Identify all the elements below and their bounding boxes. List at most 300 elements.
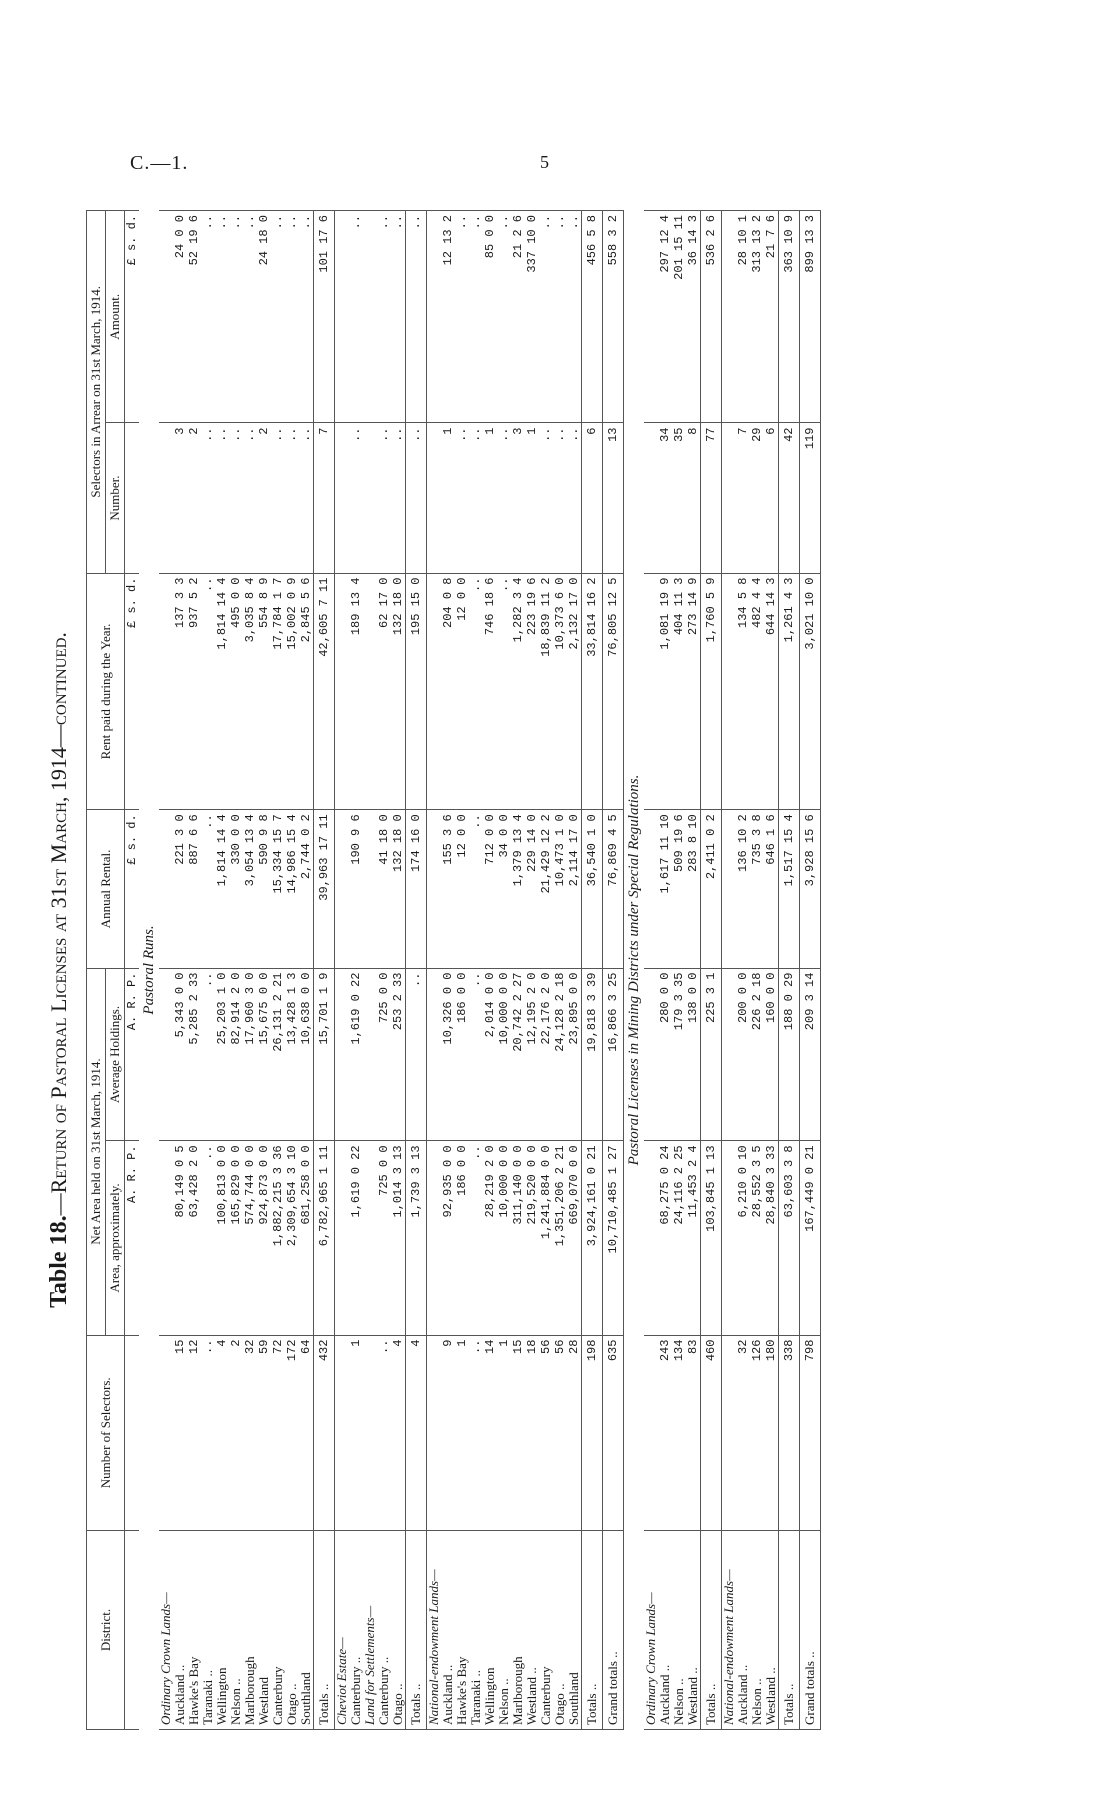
value-cell-n: 432 [314, 1335, 335, 1530]
empty-cell [363, 573, 377, 810]
value-cell-p: 273 14 9 [686, 573, 701, 810]
value-cell-a: 63,603 3 8 [779, 1141, 800, 1335]
value-cell-a: 924,873 0 0 [257, 1141, 271, 1335]
value-cell-am: 21 2 6 [511, 211, 525, 424]
district-cell: Grand totals .. [603, 1531, 624, 1730]
value-cell-a: 574,744 0 0 [243, 1141, 257, 1335]
value-cell-r: 2,114 17 0 [567, 810, 582, 968]
value-cell-an: 3 [173, 423, 187, 573]
value-cell-p: 1,261 4 3 [779, 573, 800, 810]
value-cell-an: .. [567, 423, 582, 573]
value-cell-a: 6,782,965 1 11 [314, 1141, 335, 1335]
district-cell: Marlborough [511, 1531, 525, 1730]
value-cell-am: 36 14 3 [686, 211, 701, 424]
value-cell-r: 330 0 0 [229, 810, 243, 968]
value-cell-h: 188 0 29 [779, 968, 800, 1141]
value-cell-p: 3,035 8 4 [243, 573, 257, 810]
value-cell-a: 3,924,161 0 21 [582, 1141, 603, 1335]
value-cell-r: 10,473 1 0 [553, 810, 567, 968]
value-cell-r: 509 19 6 [672, 810, 686, 968]
value-cell-p: 10,373 6 0 [553, 573, 567, 810]
totals-row [582, 211, 603, 1730]
table-row [553, 211, 567, 1730]
district-cell: Taranaki .. [201, 1531, 215, 1730]
value-cell-p: 1,814 14 4 [215, 573, 229, 810]
value-cell-an: .. [201, 423, 215, 573]
value-cell-n: 1 [455, 1335, 469, 1530]
table-row [567, 211, 582, 1730]
table-row [658, 211, 672, 1730]
value-cell-h: 1,619 0 22 [349, 968, 363, 1141]
totals-row [314, 211, 335, 1730]
value-cell-am: .. [539, 211, 553, 424]
value-cell-r: 34 0 0 [497, 810, 511, 968]
col-avg: Average Holdings. [106, 968, 125, 1141]
value-cell-an: 8 [686, 423, 701, 573]
empty-cell [159, 423, 173, 573]
empty-cell [335, 211, 350, 424]
empty-cell [644, 211, 658, 424]
value-cell-p: 62 17 0 [377, 573, 391, 810]
value-cell-a: 80,149 0 5 [173, 1141, 187, 1335]
value-cell-h: 138 0 0 [686, 968, 701, 1141]
value-cell-r: 1,617 11 10 [658, 810, 672, 968]
empty-cell [644, 573, 658, 810]
empty-cell [335, 810, 350, 968]
value-cell-r: 712 0 0 [483, 810, 497, 968]
district-cell: Grand totals .. [800, 1531, 821, 1730]
district-cell: Marlborough [243, 1531, 257, 1730]
empty-cell [427, 1335, 442, 1530]
value-cell-a: 11,453 2 4 [686, 1141, 701, 1335]
district-cell: Totals .. [406, 1531, 427, 1730]
value-cell-a: 6,210 0 10 [736, 1141, 750, 1335]
value-cell-p: .. [497, 573, 511, 810]
empty-cell [335, 423, 350, 573]
value-cell-p: 1,282 3 4 [511, 573, 525, 810]
empty-cell [427, 968, 442, 1141]
value-cell-a: 1,014 3 13 [391, 1141, 406, 1335]
value-cell-r: .. [469, 810, 483, 968]
value-cell-am: 456 5 8 [582, 211, 603, 424]
value-cell-a: 24,116 2 25 [672, 1141, 686, 1335]
value-cell-an: 29 [750, 423, 764, 573]
value-cell-p: 3,021 10 0 [800, 573, 821, 810]
empty-cell [722, 1335, 737, 1530]
value-cell-n: 59 [257, 1335, 271, 1530]
value-cell-r: 3,928 15 6 [800, 810, 821, 968]
rotated-table-frame [46, 200, 1086, 1740]
table-row [525, 211, 539, 1730]
value-cell-n: .. [201, 1335, 215, 1530]
district-cell: Westland .. [764, 1531, 779, 1730]
value-cell-r: 2,744 0 2 [299, 810, 314, 968]
value-cell-n: 2 [229, 1335, 243, 1530]
value-cell-r: 1,814 14 4 [215, 810, 229, 968]
section-caption-mining: Pastoral Licenses in Mining Districts under Special Regulations. [626, 774, 642, 1166]
value-cell-h: .. [201, 968, 215, 1141]
value-cell-h: 15,675 0 0 [257, 968, 271, 1141]
col-arrear-amount: Amount. [106, 211, 125, 424]
empty-cell [363, 810, 377, 968]
value-cell-n: 635 [603, 1335, 624, 1530]
value-cell-r: 1,379 13 4 [511, 810, 525, 968]
district-cell: Westland .. [686, 1531, 701, 1730]
value-cell-an: .. [243, 423, 257, 573]
value-cell-am: 363 10 9 [779, 211, 800, 424]
value-cell-h: .. [406, 968, 427, 1141]
district-cell: Canterbury .. [377, 1531, 391, 1730]
value-cell-h: 82,914 2 0 [229, 968, 243, 1141]
value-cell-am: 24 18 0 [257, 211, 271, 424]
district-cell: Nelson .. [672, 1531, 686, 1730]
col-area: Area, approximately. [106, 1141, 125, 1335]
value-cell-r: 229 14 0 [525, 810, 539, 968]
empty-cell [159, 1335, 173, 1530]
value-cell-h: 160 0 0 [764, 968, 779, 1141]
value-cell-h: 26,131 2 21 [271, 968, 285, 1141]
value-cell-am: .. [243, 211, 257, 424]
value-cell-a: 167,449 0 21 [800, 1141, 821, 1335]
district-cell: Wellington [483, 1531, 497, 1730]
value-cell-r: 15,334 15 7 [271, 810, 285, 968]
table-row [243, 211, 257, 1730]
value-cell-r: 41 18 0 [377, 810, 391, 968]
value-cell-p: 189 13 4 [349, 573, 363, 810]
value-cell-a: 2,309,654 3 10 [285, 1141, 299, 1335]
value-cell-am: .. [201, 211, 215, 424]
totals-row [406, 211, 427, 1730]
value-cell-r: 132 18 0 [391, 810, 406, 968]
empty-cell [335, 968, 350, 1141]
value-cell-a: 68,275 0 24 [658, 1141, 672, 1335]
value-cell-h: 10,638 0 0 [299, 968, 314, 1141]
empty-cell [335, 1335, 350, 1530]
value-cell-p: 223 19 6 [525, 573, 539, 810]
district-cell: Southland [567, 1531, 582, 1730]
value-cell-p: 204 0 8 [441, 573, 455, 810]
col-district: District. [87, 1531, 125, 1730]
value-cell-p: 1,081 19 9 [658, 573, 672, 810]
value-cell-n: 32 [243, 1335, 257, 1530]
district-cell: Auckland .. [173, 1531, 187, 1730]
empty-cell [722, 810, 737, 968]
value-cell-r: 12 0 0 [455, 810, 469, 968]
caption-row [624, 211, 645, 1730]
value-cell-r: 39,963 17 11 [314, 810, 335, 968]
value-cell-a: .. [201, 1141, 215, 1335]
table-row [750, 211, 764, 1730]
value-cell-an: .. [299, 423, 314, 573]
empty-cell [159, 810, 173, 968]
value-cell-n: 56 [553, 1335, 567, 1530]
district-cell: Otago .. [553, 1531, 567, 1730]
value-cell-n: 4 [215, 1335, 229, 1530]
empty-cell [722, 573, 737, 810]
value-cell-n: 12 [187, 1335, 201, 1530]
empty-cell [363, 1141, 377, 1335]
value-cell-p: 746 18 6 [483, 573, 497, 810]
value-cell-an: .. [349, 423, 363, 573]
value-cell-r: 136 10 2 [736, 810, 750, 968]
value-cell-n: 198 [582, 1335, 603, 1530]
value-cell-n: 32 [736, 1335, 750, 1530]
table-row [229, 211, 243, 1730]
value-cell-am: 558 3 2 [603, 211, 624, 424]
units-arrear-amount: £ s. d. [125, 211, 140, 424]
value-cell-h: 13,428 1 3 [285, 968, 299, 1141]
empty-cell [159, 573, 173, 810]
value-cell-an: .. [497, 423, 511, 573]
value-cell-an: .. [377, 423, 391, 573]
empty-cell [159, 968, 173, 1141]
value-cell-an: 1 [525, 423, 539, 573]
empty-cell [722, 211, 737, 424]
value-cell-n: 4 [406, 1335, 427, 1530]
empty-cell [363, 1335, 377, 1530]
value-cell-an: 34 [658, 423, 672, 573]
table-row [469, 211, 483, 1730]
value-cell-n: 243 [658, 1335, 672, 1530]
empty-cell [722, 423, 737, 573]
value-cell-a: 28,552 3 5 [750, 1141, 764, 1335]
value-cell-am: 536 2 6 [701, 211, 722, 424]
district-cell: Nelson .. [229, 1531, 243, 1730]
col-arrear: Selectors in Arrear on 31st March, 1914. [87, 211, 106, 574]
value-cell-r: 283 8 10 [686, 810, 701, 968]
value-cell-an: .. [539, 423, 553, 573]
value-cell-n: 798 [800, 1335, 821, 1530]
value-cell-h: 209 3 14 [800, 968, 821, 1141]
value-cell-p: 132 18 0 [391, 573, 406, 810]
value-cell-r: 3,054 13 4 [243, 810, 257, 968]
table-row [455, 211, 469, 1730]
table-row [187, 211, 201, 1730]
value-cell-am: .. [285, 211, 299, 424]
district-cell: Totals .. [314, 1531, 335, 1730]
district-cell: Otago .. [391, 1531, 406, 1730]
value-cell-am: .. [406, 211, 427, 424]
units-avg: A. R. P. [125, 968, 140, 1141]
value-cell-p: 2,132 17 0 [567, 573, 582, 810]
col-rent-paid: Rent paid during the Year. [87, 573, 125, 810]
district-cell: Auckland .. [736, 1531, 750, 1730]
value-cell-am: 313 13 2 [750, 211, 764, 424]
totals-row [701, 211, 722, 1730]
value-cell-am: 899 13 3 [800, 211, 821, 424]
empty-cell [644, 968, 658, 1141]
value-cell-a: 681,258 0 0 [299, 1141, 314, 1335]
value-cell-r: 14,986 15 4 [285, 810, 299, 968]
empty-cell [335, 573, 350, 810]
value-cell-a: 1,882,215 3 36 [271, 1141, 285, 1335]
value-cell-h: 15,701 1 9 [314, 968, 335, 1141]
district-cell: Ordinary Crown Lands— [644, 1531, 658, 1730]
value-cell-r: 221 3 0 [173, 810, 187, 968]
value-cell-am: 28 10 1 [736, 211, 750, 424]
value-cell-n: 14 [483, 1335, 497, 1530]
value-cell-an: .. [215, 423, 229, 573]
value-cell-p: .. [469, 573, 483, 810]
district-cell: Cheviot Estate— [335, 1531, 350, 1730]
value-cell-h: 2,014 0 0 [483, 968, 497, 1141]
value-cell-a: 10,000 0 0 [497, 1141, 511, 1335]
table-row [391, 211, 406, 1730]
value-cell-am: .. [271, 211, 285, 424]
value-cell-r: 2,411 0 2 [701, 810, 722, 968]
value-cell-h: 225 3 1 [701, 968, 722, 1141]
value-cell-h: 280 0 0 [658, 968, 672, 1141]
value-cell-n: 15 [173, 1335, 187, 1530]
value-cell-p: .. [201, 573, 215, 810]
table-row [497, 211, 511, 1730]
section-row [335, 211, 350, 1730]
value-cell-p: 195 15 0 [406, 573, 427, 810]
value-cell-n: 9 [441, 1335, 455, 1530]
value-cell-r: 76,869 4 5 [603, 810, 624, 968]
value-cell-n: 460 [701, 1335, 722, 1530]
value-cell-n: 18 [525, 1335, 539, 1530]
value-cell-an: .. [285, 423, 299, 573]
table-row [271, 211, 285, 1730]
value-cell-n: 134 [672, 1335, 686, 1530]
value-cell-p: 15,002 0 9 [285, 573, 299, 810]
value-cell-p: 137 3 3 [173, 573, 187, 810]
value-cell-h: 23,895 0 0 [567, 968, 582, 1141]
value-cell-h: 186 0 0 [455, 968, 469, 1141]
district-cell: Auckland .. [441, 1531, 455, 1730]
value-cell-a: .. [469, 1141, 483, 1335]
value-cell-n: .. [377, 1335, 391, 1530]
value-cell-r: 590 9 8 [257, 810, 271, 968]
value-cell-r: 1,517 15 4 [779, 810, 800, 968]
value-cell-a: 28,840 3 33 [764, 1141, 779, 1335]
section-row [644, 211, 658, 1730]
empty-cell [363, 968, 377, 1141]
units-rent-paid: £ s. d. [125, 573, 140, 810]
value-cell-am: .. [497, 211, 511, 424]
value-cell-a: 669,070 0 0 [567, 1141, 582, 1335]
district-cell: Westland .. [525, 1531, 539, 1730]
value-cell-h: 5,285 2 33 [187, 968, 201, 1141]
value-cell-an: 3 [511, 423, 525, 573]
value-cell-a: 28,219 2 0 [483, 1141, 497, 1335]
empty-cell [644, 1141, 658, 1335]
district-cell: Ordinary Crown Lands— [159, 1531, 173, 1730]
district-cell: Canterbury [539, 1531, 553, 1730]
value-cell-r: 887 6 6 [187, 810, 201, 968]
value-cell-an: 13 [603, 423, 624, 573]
value-cell-an: 77 [701, 423, 722, 573]
value-cell-am: 12 13 2 [441, 211, 455, 424]
empty-cell [722, 1141, 737, 1335]
value-cell-r: 646 1 6 [764, 810, 779, 968]
document-code: C.—1. [130, 152, 189, 174]
district-cell: Totals .. [701, 1531, 722, 1730]
value-cell-h: 17,960 3 0 [243, 968, 257, 1141]
empty-cell [427, 211, 442, 424]
table-title [46, 200, 73, 1740]
value-cell-h: 10,000 0 0 [497, 968, 511, 1141]
value-cell-h: 179 3 35 [672, 968, 686, 1141]
value-cell-p: 42,605 7 11 [314, 573, 335, 810]
col-rental: Annual Rental. [87, 810, 125, 968]
value-cell-h: 200 0 0 [736, 968, 750, 1141]
value-cell-r: 36,540 1 0 [582, 810, 603, 968]
value-cell-n: 172 [285, 1335, 299, 1530]
empty-cell [159, 211, 173, 424]
empty-cell [363, 211, 377, 424]
value-cell-n: 56 [539, 1335, 553, 1530]
value-cell-p: 17,784 1 7 [271, 573, 285, 810]
table-row [377, 211, 391, 1730]
district-cell: Totals .. [779, 1531, 800, 1730]
value-cell-p: 404 11 3 [672, 573, 686, 810]
page-number: 5 [540, 152, 549, 172]
value-cell-p: 33,814 16 2 [582, 573, 603, 810]
district-cell: Nelson .. [750, 1531, 764, 1730]
value-cell-a: 219,520 0 0 [525, 1141, 539, 1335]
value-cell-am: 297 12 4 [658, 211, 672, 424]
value-cell-an: 2 [187, 423, 201, 573]
value-cell-h: 25,203 1 0 [215, 968, 229, 1141]
units-area: A. R. P. [125, 1141, 140, 1335]
district-cell: Hawke's Bay [187, 1531, 201, 1730]
value-cell-h: 226 2 18 [750, 968, 764, 1141]
table-row [764, 211, 779, 1730]
table-row [349, 211, 363, 1730]
section-row [722, 211, 737, 1730]
value-cell-am: 21 7 6 [764, 211, 779, 424]
value-cell-h: 22,176 2 0 [539, 968, 553, 1141]
value-cell-r: 735 3 8 [750, 810, 764, 968]
value-cell-a: 165,829 0 0 [229, 1141, 243, 1335]
value-cell-am: .. [349, 211, 363, 424]
value-cell-h: 5,343 0 0 [173, 968, 187, 1141]
table-row [539, 211, 553, 1730]
value-cell-p: 12 0 0 [455, 573, 469, 810]
value-cell-am: 101 17 6 [314, 211, 335, 424]
value-cell-n: 1 [497, 1335, 511, 1530]
table-row [511, 211, 525, 1730]
value-cell-am: 201 15 11 [672, 211, 686, 424]
value-cell-n: 1 [349, 1335, 363, 1530]
table-row [173, 211, 187, 1730]
district-cell: Southland [299, 1531, 314, 1730]
value-cell-a: 63,428 2 0 [187, 1141, 201, 1335]
section-row [159, 211, 173, 1730]
district-cell: Auckland .. [658, 1531, 672, 1730]
value-cell-an: 7 [736, 423, 750, 573]
value-cell-h: 19,818 3 39 [582, 968, 603, 1141]
value-cell-n: 338 [779, 1335, 800, 1530]
empty-cell [427, 423, 442, 573]
value-cell-a: 1,241,884 0 0 [539, 1141, 553, 1335]
value-cell-am: .. [299, 211, 314, 424]
value-cell-an: 35 [672, 423, 686, 573]
district-cell: Land for Settlements— [363, 1531, 377, 1730]
value-cell-an: .. [391, 423, 406, 573]
empty-cell [427, 810, 442, 968]
table-number: Table 18. [46, 1215, 72, 1308]
value-cell-an: 119 [800, 423, 821, 573]
value-cell-r: 155 3 6 [441, 810, 455, 968]
value-cell-am: .. [455, 211, 469, 424]
value-cell-an: 6 [764, 423, 779, 573]
value-cell-h: 24,128 2 18 [553, 968, 567, 1141]
value-cell-an: 7 [314, 423, 335, 573]
value-cell-am: 85 0 0 [483, 211, 497, 424]
